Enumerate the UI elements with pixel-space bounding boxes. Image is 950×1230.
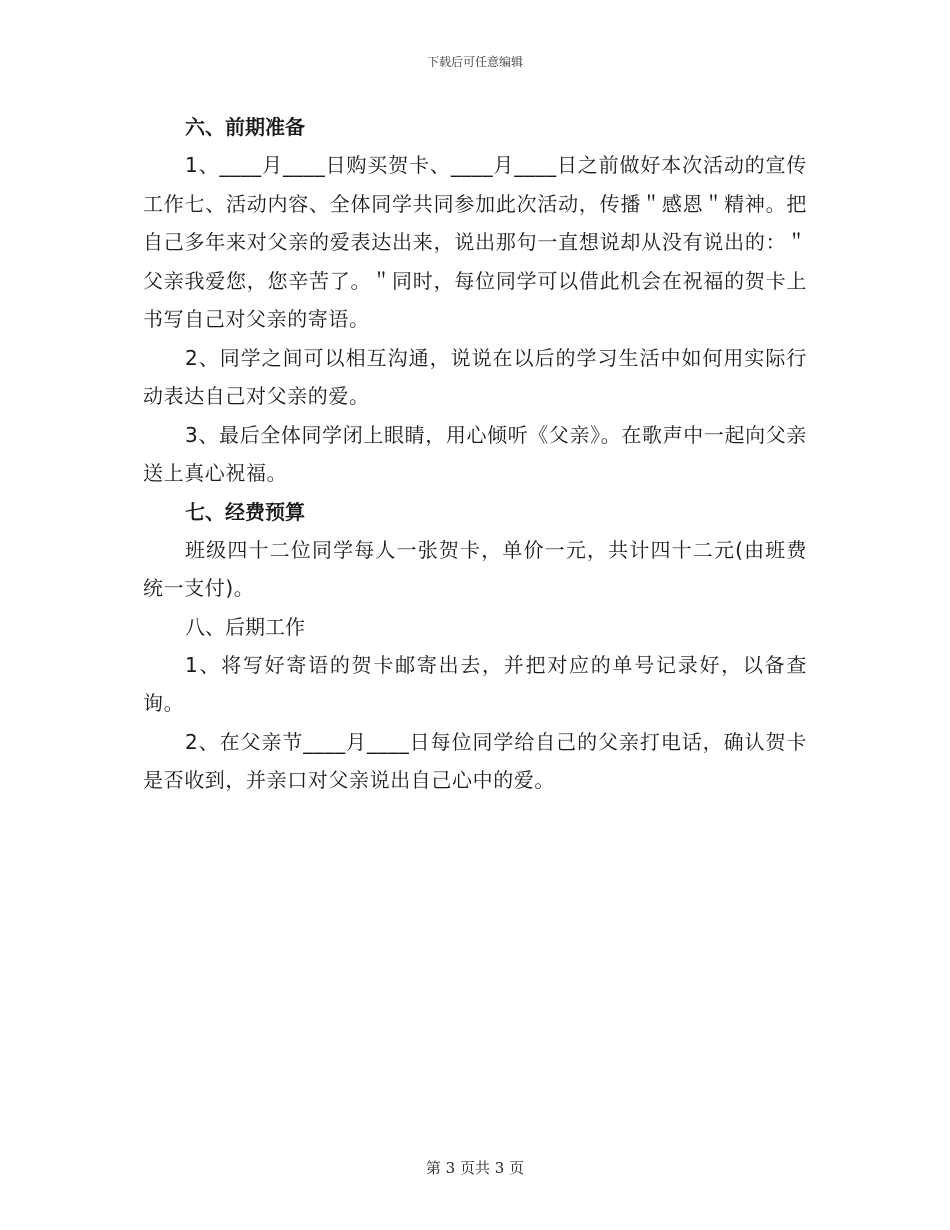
paragraph-prep-1: 1、____月____日购买贺卡、____月____日之前做好本次活动的宣传工作七、活动内容、全体同学共同参加此次活动，传播＂感恩＂精神。把自己多年来对父亲的爱表达出来，说出那句一直想说却从没有说出的：＂父亲我爱您，您辛苦了。＂同时，每位同学可以借此机会在祝福的贺卡上书写自己对父亲的寄语。 — [143, 153, 807, 331]
document-body — [143, 108, 807, 800]
page-footer: 第 3 页共 3 页 — [425, 1159, 525, 1177]
paragraph-budget-1: 班级四十二位同学每人一张贺卡，单价一元，共计四十二元(由班费统一支付)。 — [143, 537, 807, 600]
paragraph-followup-2: 2、在父亲节____月____日每位同学给自己的父亲打电话，确认贺卡是否收到，并亲口对父亲说出自己心中的爱。 — [143, 729, 807, 792]
page-header: 下载后可任意编辑 — [426, 55, 523, 69]
paragraph-prep-3: 3、最后全体同学闭上眼睛，用心倾听《父亲》。在歌声中一起向父亲送上真心祝福。 — [143, 422, 807, 485]
section-heading-budget: 七、经费预算 — [185, 499, 305, 524]
paragraph-followup-1: 1、将写好寄语的贺卡邮寄出去，并把对应的单号记录好，以备查询。 — [143, 652, 807, 715]
section-heading-followup: 八、后期工作 — [185, 614, 305, 639]
section-heading-prep: 六、前期准备 — [185, 115, 305, 139]
paragraph-prep-2: 2、同学之间可以相互沟通，说说在以后的学习生活中如何用实际行动表达自己对父亲的爱。 — [143, 345, 807, 408]
